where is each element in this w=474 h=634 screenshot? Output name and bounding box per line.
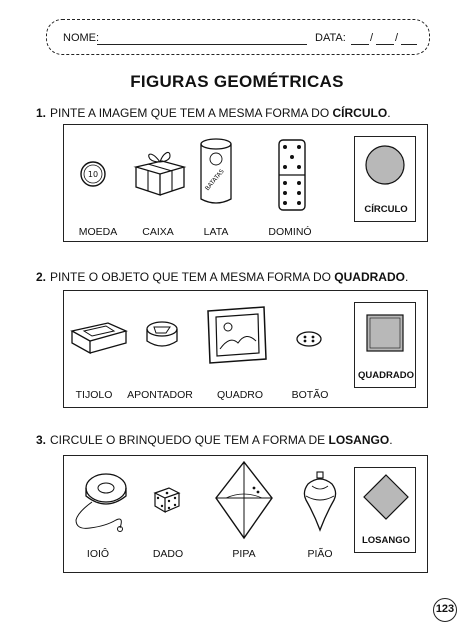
item-label: DADO [152, 548, 184, 560]
question-end: . [387, 106, 391, 120]
date-month-line[interactable] [376, 44, 394, 45]
domino-icon[interactable] [278, 139, 306, 211]
item-label: QUADRO [216, 389, 264, 401]
question-number: 3. [36, 433, 47, 447]
question-2 [36, 270, 408, 284]
item-label: PIÃO [307, 548, 333, 560]
page-number: 123 [433, 598, 457, 622]
brick-icon[interactable] [70, 319, 128, 357]
yoyo-icon[interactable] [72, 468, 138, 534]
die-icon[interactable] [152, 484, 182, 514]
question-2-panel [63, 290, 428, 408]
reference-shape-card [354, 136, 416, 222]
sharpener-icon[interactable] [144, 319, 180, 353]
date-day-line[interactable] [351, 44, 369, 45]
kite-icon[interactable] [214, 460, 274, 540]
spinning-top-icon[interactable] [300, 470, 340, 534]
item-label: CAIXA [142, 226, 174, 238]
question-keyword: QUADRADO [334, 270, 405, 284]
date-separator: / [370, 32, 374, 44]
question-number: 2. [36, 270, 47, 284]
name-label: NOME: [63, 32, 100, 44]
question-number: 1. [36, 106, 47, 120]
gift-box-icon[interactable] [132, 147, 188, 199]
reference-shape-card [354, 302, 416, 388]
sewing-button-icon[interactable] [296, 331, 322, 347]
item-label: DOMINÓ [268, 226, 312, 238]
item-label: IOIÔ [86, 548, 110, 560]
name-field-line[interactable] [97, 44, 307, 45]
question-3 [36, 433, 393, 447]
question-text: PINTE O OBJETO QUE TEM A MESMA FORMA DO [50, 270, 335, 284]
date-year-line[interactable] [401, 44, 417, 45]
question-keyword: CÍRCULO [332, 106, 388, 120]
shape-label: CÍRCULO [364, 204, 408, 215]
framed-picture-icon[interactable] [204, 305, 270, 365]
question-end: . [404, 270, 409, 284]
circle-shape-icon [365, 145, 405, 185]
svg-text:BATATAS: BATATAS [203, 167, 226, 193]
question-keyword: LOSANGO [328, 433, 390, 447]
date-label: DATA: [315, 32, 346, 44]
shape-label: QUADRADO [358, 370, 414, 381]
item-label: MOEDA [78, 226, 118, 238]
question-end: . [389, 433, 393, 447]
coin-icon[interactable] [78, 159, 108, 189]
question-1 [36, 106, 391, 120]
question-3-panel [63, 455, 428, 573]
chips-can-icon[interactable] [198, 137, 234, 207]
page-title: FIGURAS GEOMÉTRICAS [130, 72, 344, 91]
reference-shape-card [354, 467, 416, 553]
svg-text:10: 10 [87, 170, 99, 179]
item-label: APONTADOR [127, 389, 193, 401]
date-separator: / [395, 32, 399, 44]
item-label: TIJOLO [75, 389, 113, 401]
question-text: PINTE A IMAGEM QUE TEM A MESMA FORMA DO [50, 106, 333, 120]
square-shape-icon [366, 314, 404, 352]
item-label: LATA [203, 226, 229, 238]
item-label: BOTÃO [291, 389, 329, 401]
rhombus-shape-icon [363, 474, 409, 520]
item-label: PIPA [232, 548, 256, 560]
question-1-panel [63, 124, 428, 242]
shape-label: LOSANGO [361, 535, 411, 546]
question-text: CIRCULE O BRINQUEDO QUE TEM A FORMA DE [50, 433, 329, 447]
student-info-header [46, 19, 430, 55]
